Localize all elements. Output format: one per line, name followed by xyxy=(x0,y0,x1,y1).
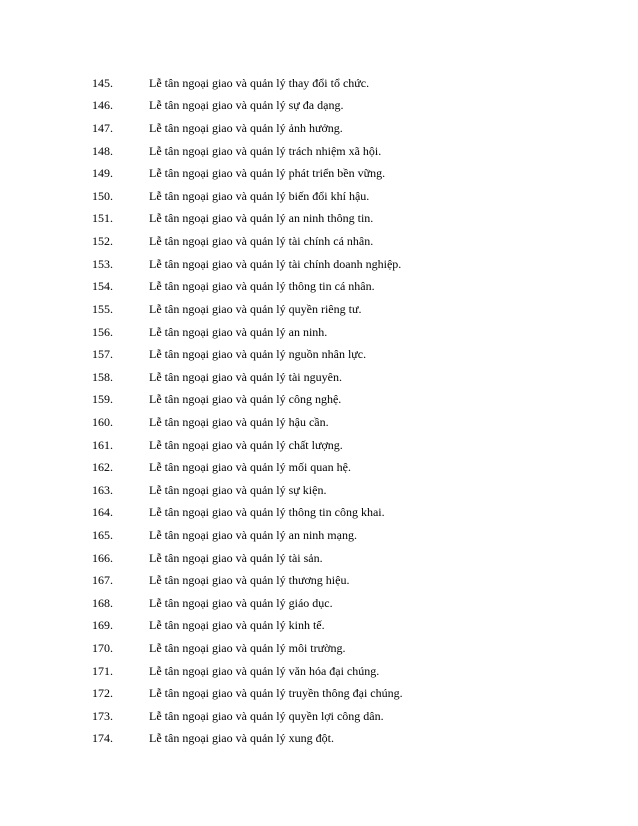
list-item xyxy=(92,434,403,457)
list-item-number: 157. xyxy=(92,347,113,362)
list-item-number: 159. xyxy=(92,392,113,407)
list-item xyxy=(92,637,403,660)
list-item-number: 155. xyxy=(92,301,113,316)
list-item-number: 171. xyxy=(92,663,113,678)
list-item-number: 147. xyxy=(92,121,113,136)
list-item-number: 158. xyxy=(92,369,113,384)
list-item-number: 149. xyxy=(92,166,113,181)
list-item xyxy=(92,72,403,95)
list-item xyxy=(92,569,403,592)
list-item-text: Lễ tân ngoại giao và quản lý thông tin công khai. xyxy=(149,505,385,520)
list-item-text: Lễ tân ngoại giao và quản lý trách nhiệm xã hội. xyxy=(149,143,382,158)
list-item xyxy=(92,185,403,208)
list-item-number: 166. xyxy=(92,550,113,565)
list-item-text: Lễ tân ngoại giao và quản lý sự kiện. xyxy=(149,482,327,497)
list-item-text: Lễ tân ngoại giao và quản lý môi trường. xyxy=(149,641,346,656)
list-item xyxy=(92,117,403,140)
list-item xyxy=(92,456,403,479)
list-item-number: 164. xyxy=(92,505,113,520)
list-item-number: 172. xyxy=(92,686,113,701)
list-item xyxy=(92,253,403,276)
list-item-number: 151. xyxy=(92,211,113,226)
list-item-number: 145. xyxy=(92,75,113,90)
list-item-text: Lễ tân ngoại giao và quản lý sự đa dạng. xyxy=(149,98,344,113)
list-item-text: Lễ tân ngoại giao và quản lý an ninh thông tin. xyxy=(149,211,374,226)
list-item xyxy=(92,162,403,185)
list-item-number: 173. xyxy=(92,708,113,723)
list-item-text: Lễ tân ngoại giao và quản lý quyền riêng tư. xyxy=(149,301,362,316)
list-item-text: Lễ tân ngoại giao và quản lý quyền lợi công dân. xyxy=(149,708,384,723)
list-item-number: 154. xyxy=(92,279,113,294)
list-item xyxy=(92,343,403,366)
list-item xyxy=(92,230,403,253)
list-item-number: 148. xyxy=(92,143,113,158)
list-item xyxy=(92,592,403,615)
list-item-number: 163. xyxy=(92,482,113,497)
list-item-number: 174. xyxy=(92,731,113,746)
list-item xyxy=(92,95,403,118)
list-item-number: 150. xyxy=(92,188,113,203)
list-item-number: 168. xyxy=(92,595,113,610)
list-item xyxy=(92,366,403,389)
list-item-text: Lễ tân ngoại giao và quản lý tài chính cá nhân. xyxy=(149,234,374,249)
list-item-text: Lễ tân ngoại giao và quản lý xung đột. xyxy=(149,731,334,746)
list-item xyxy=(92,682,403,705)
list-item-text: Lễ tân ngoại giao và quản lý thay đổi tổ chức. xyxy=(149,75,370,90)
list-item-text: Lễ tân ngoại giao và quản lý thông tin cá nhân. xyxy=(149,279,375,294)
list-item-text: Lễ tân ngoại giao và quản lý ảnh hưởng. xyxy=(149,121,343,136)
list-item-number: 160. xyxy=(92,414,113,429)
list-item-text: Lễ tân ngoại giao và quản lý chất lượng. xyxy=(149,437,343,452)
list-item-number: 156. xyxy=(92,324,113,339)
list-item xyxy=(92,389,403,412)
list-item-text: Lễ tân ngoại giao và quản lý truyền thông đại chúng. xyxy=(149,686,403,701)
list-item xyxy=(92,728,403,751)
list-item-text: Lễ tân ngoại giao và quản lý công nghệ. xyxy=(149,392,342,407)
list-item-text: Lễ tân ngoại giao và quản lý nguồn nhân lực. xyxy=(149,347,367,362)
list-item-number: 167. xyxy=(92,573,113,588)
list-item xyxy=(92,615,403,638)
list-item-number: 169. xyxy=(92,618,113,633)
list-item-number: 146. xyxy=(92,98,113,113)
list-item-text: Lễ tân ngoại giao và quản lý mối quan hệ. xyxy=(149,460,351,475)
numbered-list xyxy=(92,72,403,750)
list-item-number: 162. xyxy=(92,460,113,475)
list-item-number: 165. xyxy=(92,527,113,542)
list-item xyxy=(92,524,403,547)
list-item xyxy=(92,547,403,570)
list-item xyxy=(92,660,403,683)
list-item-number: 152. xyxy=(92,234,113,249)
list-item-text: Lễ tân ngoại giao và quản lý phát triển bền vững. xyxy=(149,166,386,181)
list-item xyxy=(92,275,403,298)
list-item-text: Lễ tân ngoại giao và quản lý giáo dục. xyxy=(149,595,333,610)
list-item-text: Lễ tân ngoại giao và quản lý biến đổi khí hậu. xyxy=(149,188,370,203)
list-item-text: Lễ tân ngoại giao và quản lý tài nguyên. xyxy=(149,369,342,384)
list-item xyxy=(92,208,403,231)
list-item xyxy=(92,411,403,434)
list-item-number: 153. xyxy=(92,256,113,271)
list-item-text: Lễ tân ngoại giao và quản lý kinh tế. xyxy=(149,618,325,633)
list-item-text: Lễ tân ngoại giao và quản lý tài sản. xyxy=(149,550,323,565)
list-item xyxy=(92,298,403,321)
list-item-number: 161. xyxy=(92,437,113,452)
list-item-text: Lễ tân ngoại giao và quản lý văn hóa đại chúng. xyxy=(149,663,380,678)
list-item xyxy=(92,705,403,728)
list-item xyxy=(92,479,403,502)
list-item-text: Lễ tân ngoại giao và quản lý tài chính doanh nghiệp. xyxy=(149,256,402,271)
list-item xyxy=(92,502,403,525)
list-item xyxy=(92,140,403,163)
list-item xyxy=(92,321,403,344)
list-item-text: Lễ tân ngoại giao và quản lý thương hiệu. xyxy=(149,573,350,588)
list-item-text: Lễ tân ngoại giao và quản lý an ninh. xyxy=(149,324,328,339)
list-item-text: Lễ tân ngoại giao và quản lý hậu cần. xyxy=(149,414,329,429)
list-item-number: 170. xyxy=(92,641,113,656)
list-item-text: Lễ tân ngoại giao và quản lý an ninh mạng. xyxy=(149,527,357,542)
